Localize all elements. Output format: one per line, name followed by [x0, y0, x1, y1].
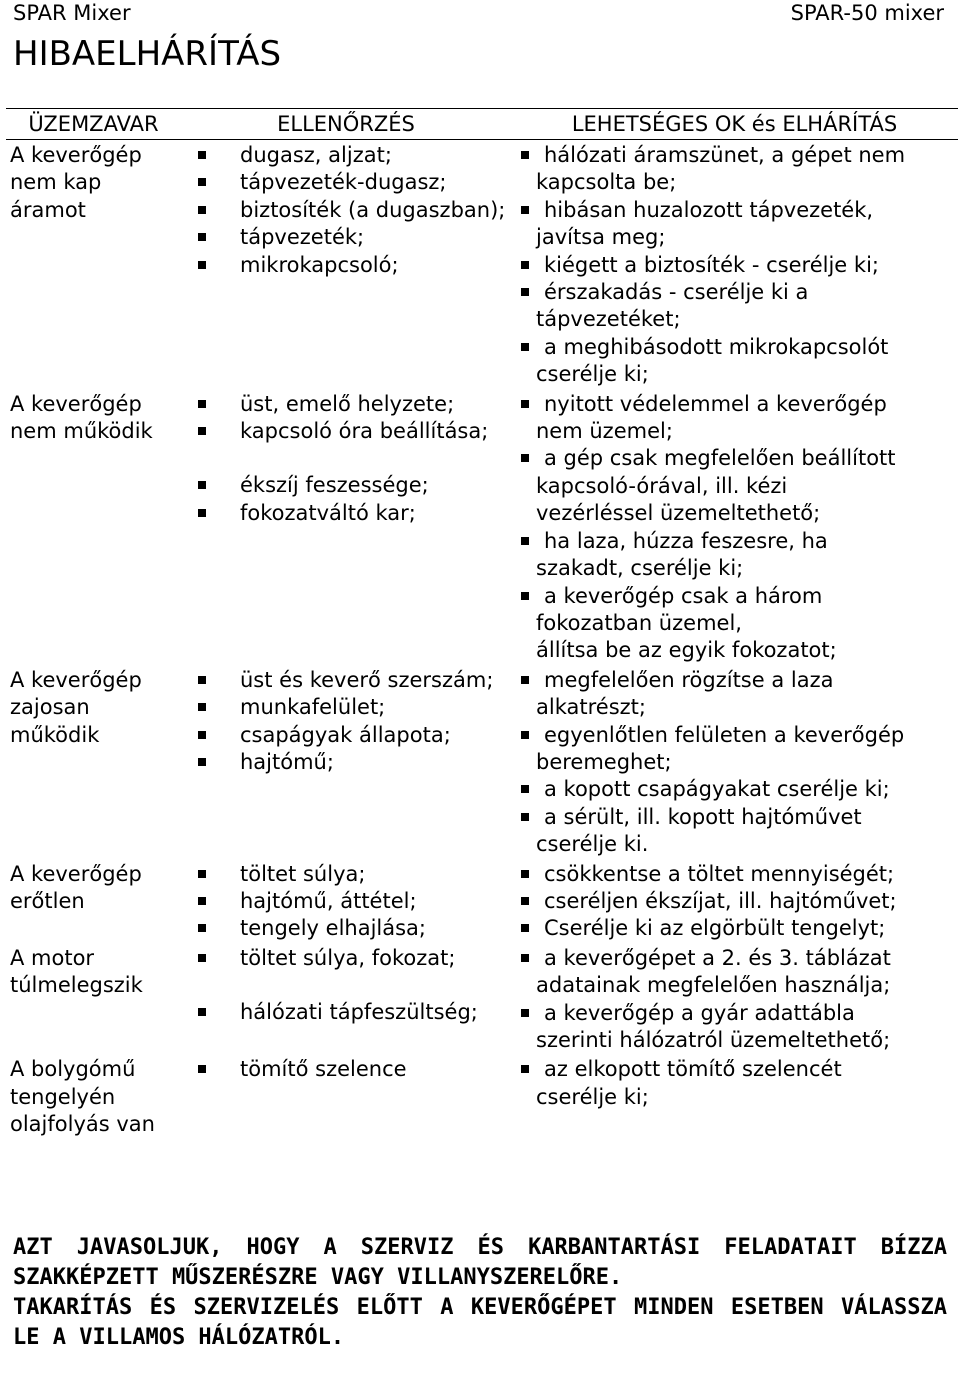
cause-fix-cell	[511, 943, 958, 1055]
check-cell	[181, 859, 511, 943]
cause-fix-line: a meghibásodott mikrokapcsolót	[544, 334, 889, 359]
fault-cell	[6, 665, 181, 859]
table-row	[6, 665, 958, 859]
cause-fix-item	[511, 252, 958, 279]
cause-fix-line: a keverőgép csak a három	[544, 583, 823, 608]
check-cell	[181, 1054, 511, 1138]
check-list	[181, 945, 511, 1027]
check-item: munkafelület;	[181, 694, 511, 721]
header-product-name: SPAR Mixer	[13, 1, 131, 25]
check-item: csapágyak állapota;	[181, 722, 511, 749]
cause-fix-item	[511, 722, 958, 777]
cause-fix-item	[511, 197, 958, 252]
check-item: kapcsoló óra beállítása;	[181, 418, 511, 445]
cause-fix-cell	[511, 389, 958, 665]
cause-fix-cell	[511, 140, 958, 389]
cause-fix-item	[511, 776, 958, 803]
table-row	[6, 389, 958, 665]
check-cell	[181, 389, 511, 665]
fault-line: olajfolyás van	[10, 1112, 155, 1137]
check-item: dugasz, aljzat;	[181, 142, 511, 169]
cause-fix-cell	[511, 665, 958, 859]
fault-line: túlmelegszik	[10, 973, 143, 998]
cause-fix-line: egyenlőtlen felületen a keverőgép	[544, 722, 905, 747]
list-spacer	[181, 972, 511, 999]
check-item: üst, emelő helyzete;	[181, 391, 511, 418]
page-header	[13, 0, 944, 26]
cause-fix-line: állítsa be az egyik fokozatot;	[536, 638, 837, 663]
column-header-cause-fix: LEHETSÉGES OK és ELHÁRÍTÁS	[511, 109, 958, 140]
cause-fix-line: cseréljen ékszíjat, ill. hajtóművet;	[544, 888, 897, 913]
page-title: HIBAELHÁRÍTÁS	[13, 34, 282, 74]
check-item: fokozatváltó kar;	[181, 500, 511, 527]
cause-fix-item	[511, 804, 958, 859]
cause-fix-cell	[511, 1054, 958, 1138]
check-item: hajtómű;	[181, 749, 511, 776]
cause-fix-line: beremeghet;	[536, 749, 672, 774]
cause-fix-line: megfelelően rögzítse a laza	[544, 667, 834, 692]
fault-line: nem működik	[10, 419, 153, 444]
troubleshooting-table	[6, 108, 958, 1139]
cause-fix-line: a keverőgép a gyár adattábla	[544, 1000, 855, 1025]
fault-cell	[6, 859, 181, 943]
check-item: hálózati tápfeszültség;	[181, 999, 511, 1026]
fault-line: A keverőgép	[10, 667, 142, 692]
cause-fix-line: nyitott védelemmel a keverőgép	[544, 391, 887, 416]
table-header-row	[6, 109, 958, 140]
cause-fix-line: nem üzemel;	[536, 419, 673, 444]
list-spacer	[181, 445, 511, 472]
cause-fix-item	[511, 1000, 958, 1055]
check-list	[181, 142, 511, 279]
cause-fix-list	[511, 142, 958, 389]
cause-fix-item	[511, 279, 958, 334]
table-row	[6, 1054, 958, 1138]
check-cell	[181, 140, 511, 389]
check-item: biztosíték (a dugaszban);	[181, 197, 511, 224]
service-recommendation: AZT JAVASOLJUK, HOGY A SZERVIZ ÉS KARBANTARTÁSI FELADATAIT BÍZZA SZAKKÉPZETT MŰSZERÉSZRE VAGY VILLANYSZERELŐRE.	[13, 1235, 947, 1290]
cause-fix-list	[511, 667, 958, 859]
cause-fix-line: cserélje ki;	[536, 1084, 649, 1109]
cause-fix-line: ha laza, húzza feszesre, ha	[544, 528, 828, 553]
cause-fix-line: szakadt, cserélje ki;	[536, 556, 744, 581]
check-item: mikrokapcsoló;	[181, 252, 511, 279]
check-item: tápvezeték-dugasz;	[181, 169, 511, 196]
cause-fix-item	[511, 445, 958, 527]
check-list	[181, 861, 511, 943]
disconnect-warning: TAKARÍTÁS ÉS SZERVIZELÉS ELŐTT A KEVERŐGÉPET MINDEN ESETBEN VÁLASSZA LE A VILLAMOS HÁLÓZATRÓL.	[13, 1295, 947, 1350]
cause-fix-line: javítsa meg;	[536, 225, 666, 250]
fault-cell	[6, 943, 181, 1055]
cause-fix-item	[511, 583, 958, 665]
check-item: ékszíj feszessége;	[181, 472, 511, 499]
check-item: üst és keverő szerszám;	[181, 667, 511, 694]
cause-fix-item	[511, 861, 958, 888]
table-row	[6, 943, 958, 1055]
fault-line: zajosan	[10, 695, 90, 720]
fault-line: működik	[10, 722, 100, 747]
table-row	[6, 859, 958, 943]
cause-fix-line: hálózati áramszünet, a gépet nem	[544, 143, 906, 167]
cause-fix-list	[511, 391, 958, 665]
column-header-fault: ÜZEMZAVAR	[6, 109, 181, 140]
fault-cell	[6, 389, 181, 665]
cause-fix-line: adatainak megfelelően használja;	[536, 973, 891, 998]
cause-fix-line: kapcsolta be;	[536, 170, 677, 195]
fault-line: A keverőgép	[10, 143, 142, 167]
cause-fix-line: Cserélje ki az elgörbült tengelyt;	[544, 916, 886, 941]
cause-fix-line: tápvezetéket;	[536, 307, 681, 332]
fault-line: erőtlen	[10, 888, 85, 913]
cause-fix-line: szerinti hálózatról üzemeltethető;	[536, 1028, 891, 1052]
cause-fix-item	[511, 888, 958, 915]
fault-cell	[6, 140, 181, 389]
cause-fix-line: az elkopott tömítő szelencét	[544, 1057, 842, 1082]
cause-fix-item	[511, 142, 958, 197]
check-item: tengely elhajlása;	[181, 915, 511, 942]
cause-fix-line: kiégett a biztosíték - cserélje ki;	[544, 252, 879, 277]
cause-fix-line: vezérléssel üzemeltethető;	[536, 501, 821, 526]
fault-line: A bolygómű	[10, 1057, 136, 1082]
fault-line: áramot	[10, 197, 86, 222]
check-list	[181, 391, 511, 528]
cause-fix-line: a gép csak megfelelően beállított	[544, 446, 896, 471]
cause-fix-line: alkatrészt;	[536, 695, 646, 720]
cause-fix-line: csökkentse a töltet mennyiségét;	[544, 861, 895, 886]
cause-fix-line: érszakadás - cserélje ki a	[544, 280, 809, 305]
cause-fix-item	[511, 391, 958, 446]
cause-fix-item	[511, 667, 958, 722]
fault-line: nem kap	[10, 170, 102, 195]
cause-fix-line: cserélje ki.	[536, 832, 649, 857]
cause-fix-item	[511, 334, 958, 389]
check-cell	[181, 943, 511, 1055]
cause-fix-item	[511, 528, 958, 583]
check-item: tömítő szelence	[181, 1056, 511, 1083]
check-item: töltet súlya;	[181, 861, 511, 888]
cause-fix-item	[511, 1056, 958, 1111]
cause-fix-cell	[511, 859, 958, 943]
check-list	[181, 667, 511, 777]
cause-fix-line: a keverőgépet a 2. és 3. táblázat	[544, 945, 891, 970]
table-row	[6, 140, 958, 389]
check-list	[181, 1056, 511, 1083]
fault-line: A keverőgép	[10, 861, 142, 886]
check-item: hajtómű, áttétel;	[181, 888, 511, 915]
cause-fix-line: kapcsoló-órával, ill. kézi	[536, 473, 788, 498]
fault-cell	[6, 1054, 181, 1138]
check-cell	[181, 665, 511, 859]
fault-line: A motor	[10, 945, 95, 970]
cause-fix-line: a kopott csapágyakat cserélje ki;	[544, 777, 890, 802]
column-header-check: ELLENŐRZÉS	[181, 109, 511, 140]
check-item: tápvezeték;	[181, 224, 511, 251]
cause-fix-line: hibásan huzalozott tápvezeték,	[544, 197, 874, 222]
cause-fix-line: cserélje ki;	[536, 362, 649, 387]
cause-fix-list	[511, 861, 958, 943]
cause-fix-list	[511, 1056, 958, 1111]
cause-fix-item	[511, 945, 958, 1000]
check-item: töltet súlya, fokozat;	[181, 945, 511, 972]
fault-line: tengelyén	[10, 1084, 116, 1109]
cause-fix-item	[511, 915, 958, 942]
fault-line: A keverőgép	[10, 391, 142, 416]
cause-fix-line: fokozatban üzemel,	[536, 610, 742, 635]
cause-fix-line: a sérült, ill. kopott hajtóművet	[544, 804, 862, 829]
cause-fix-list	[511, 945, 958, 1055]
service-notice	[13, 1233, 947, 1353]
header-model-name: SPAR-50 mixer	[790, 1, 944, 25]
